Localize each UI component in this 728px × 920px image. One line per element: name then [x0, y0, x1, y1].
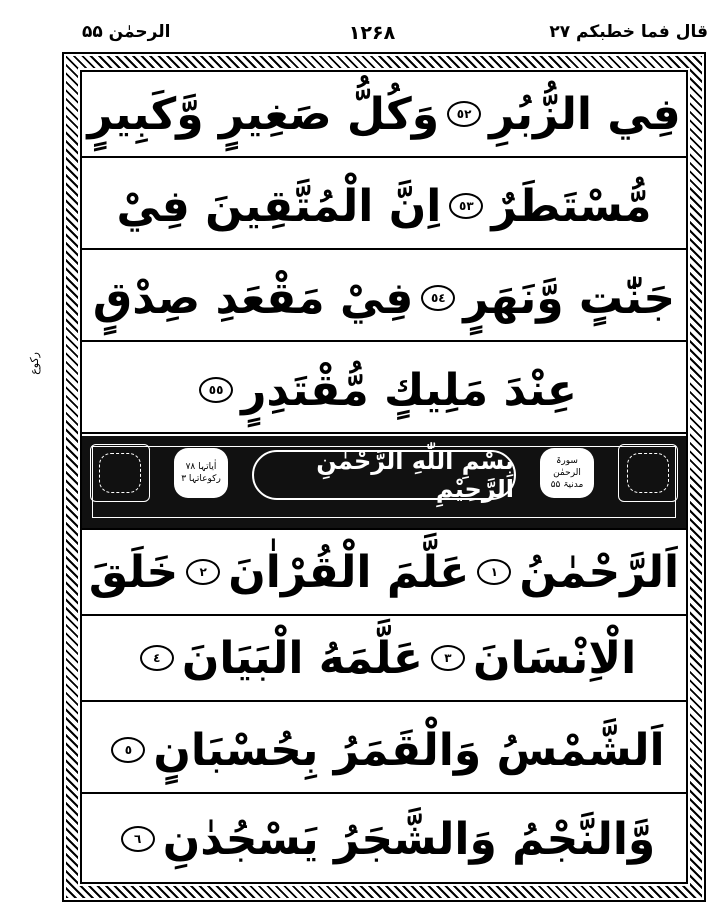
- verse-line: [82, 164, 686, 250]
- floral-ornament-icon: [618, 444, 678, 502]
- verse-text: مُّسْتَطَرٌ: [491, 180, 652, 232]
- ayah-marker: ٤: [140, 645, 174, 671]
- badge-line: مدنیۃ ۵۵: [550, 480, 584, 490]
- verse-text: اَلرَّحْمٰنُ: [519, 546, 680, 598]
- verse-text: فِي الزُّبُرِ: [489, 88, 681, 140]
- verse-line: [82, 616, 686, 702]
- ayah-marker: ٥٤: [421, 285, 455, 311]
- floral-ornament-icon: [90, 444, 150, 502]
- verse-line: [82, 708, 686, 794]
- verse-line: [82, 796, 686, 882]
- juz-header: قال فما خطبکم ۲۷: [549, 22, 708, 42]
- verse-text: اَلشَّمْسُ وَالْقَمَرُ بِحُسْبَانٍ: [153, 724, 665, 776]
- verse-text: فِيْ مَقْعَدِ صِدْقٍ: [92, 272, 414, 324]
- bismillah: بِسْمِ اللّٰهِ الرَّحْمٰنِ الرَّحِيْمِ: [252, 450, 516, 500]
- verse-line: [82, 530, 686, 616]
- ayah-marker: ٥٣: [449, 193, 483, 219]
- verse-line: [82, 348, 686, 434]
- verse-text: خَلَقَ: [88, 546, 179, 598]
- ayah-marker: ٥٢: [447, 101, 481, 127]
- text-block: [80, 70, 688, 884]
- ayat-count-badge: [174, 448, 228, 498]
- badge-line: اٰیاتہا ۷۸: [185, 462, 217, 472]
- verse-text: وَّالنَّجْمُ وَالشَّجَرُ يَسْجُدٰنِ: [162, 813, 656, 865]
- ayah-marker: ٣: [431, 645, 465, 671]
- ayah-marker: ٢: [186, 559, 220, 585]
- verse-text: اِنَّ الْمُتَّقِينَ فِيْ: [116, 180, 442, 232]
- surah-title-banner: [82, 436, 686, 530]
- page-number: ۱۲۶۸: [348, 22, 396, 44]
- surah-name-badge: [540, 448, 594, 498]
- badge-line: سورۃ: [556, 456, 578, 466]
- margin-ruku-note: رکوع: [28, 352, 41, 375]
- verse-text: وَكُلُّ صَغِيرٍ وَّكَبِيرٍ: [87, 88, 440, 140]
- verse-text: الْاِنْسَانَ: [472, 632, 637, 684]
- verse-text: عَلَّمَ الْقُرْاٰنَ: [228, 546, 470, 598]
- ayah-marker: ٥: [111, 737, 145, 763]
- verse-text: جَنّٰتٍ وَّنَهَرٍ: [463, 272, 676, 324]
- ayah-marker: ١: [477, 559, 511, 585]
- verse-text: عِنْدَ مَلِيكٍ مُّقْتَدِرٍ: [241, 364, 577, 416]
- badge-line: الرحمٰن: [553, 468, 581, 478]
- verse-line: [82, 256, 686, 342]
- badge-line: رکوعاتہا ۳: [181, 474, 221, 484]
- ayah-marker: ٦: [121, 826, 155, 852]
- ayah-marker: ٥٥: [199, 377, 233, 403]
- verse-text: عَلَّمَهُ الْبَيَانَ: [181, 632, 423, 684]
- surah-header: الرحمٰن ۵۵: [82, 22, 171, 42]
- verse-line: [82, 72, 686, 158]
